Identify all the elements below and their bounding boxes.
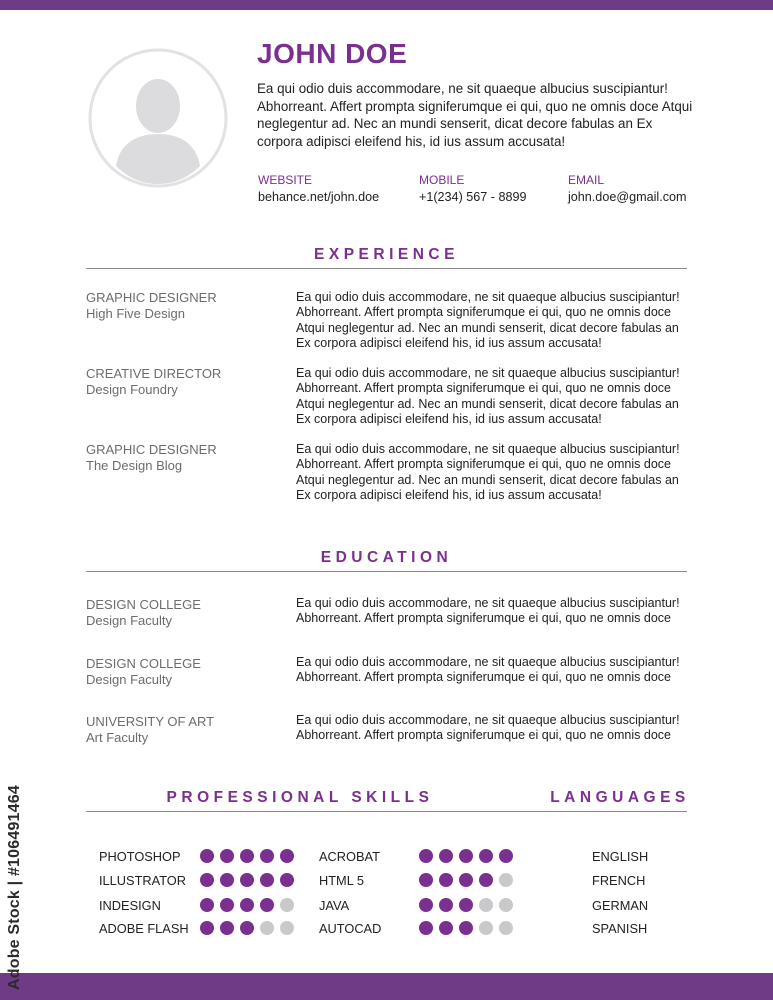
contact-label: WEBSITE bbox=[258, 173, 313, 187]
experience-description: Ea qui odio duis accommodare, ne sit quaeque albucius suscipiantur! Abhorreant. Affert prompta signiferumque ei qui, quo ne omnis doce Atqui neglegentur ad. Nec an mundi senserit, dicat decore fabulas an Ex corpora adipisci eleifend his, id ius assum accusata! bbox=[296, 366, 680, 426]
rating-dot-filled bbox=[200, 873, 214, 887]
rating-dot-filled bbox=[439, 873, 453, 887]
languages-heading: LANGUAGES bbox=[550, 789, 690, 806]
rating-dot-filled bbox=[200, 898, 214, 912]
person-name: JOHN DOE bbox=[257, 38, 408, 69]
rating-dot-empty bbox=[260, 921, 274, 935]
rating-dot-filled bbox=[459, 921, 473, 935]
rating-dot-filled bbox=[280, 873, 294, 887]
rating-dot-filled bbox=[220, 921, 234, 935]
website-link[interactable]: behance.net/john.doe bbox=[258, 190, 380, 204]
education-entry bbox=[86, 597, 201, 629]
skills-heading: PROFESSIONAL SKILLS bbox=[166, 789, 434, 806]
rating-dot-filled bbox=[479, 873, 493, 887]
bio-text: Ea qui odio duis accommodare, ne sit quaeque albucius suscipiantur! Abhorreant. Affert prompta signiferumque ei qui, quo ne omnis doce Atqui neglegentur ad. Nec an mundi senserit, dicat decore fabulas an Ex corpora adipisci eleifend his, id ius assum accusata! bbox=[257, 81, 693, 149]
divider bbox=[86, 571, 687, 572]
rating-dot-filled bbox=[439, 921, 453, 935]
top-accent-bar bbox=[0, 0, 773, 10]
rating-dot-filled bbox=[240, 921, 254, 935]
divider bbox=[86, 268, 687, 269]
skill-name: ADOBE FLASH bbox=[99, 921, 189, 936]
company-name: The Design Blog bbox=[86, 458, 183, 473]
bottom-accent-bar bbox=[0, 973, 773, 1000]
role-title: CREATIVE DIRECTOR bbox=[86, 366, 222, 381]
skill-name: INDESIGN bbox=[99, 898, 161, 913]
rating-dot-filled bbox=[439, 898, 453, 912]
rating-dot-filled bbox=[419, 921, 433, 935]
avatar-placeholder-icon bbox=[88, 48, 228, 188]
experience-description: Ea qui odio duis accommodare, ne sit quaeque albucius suscipiantur! Abhorreant. Affert prompta signiferumque ei qui, quo ne omnis doce Atqui neglegentur ad. Nec an mundi senserit, dicat decore fabulas an Ex corpora adipisci eleifend his, id ius assum accusata! bbox=[296, 442, 680, 502]
rating-dot-filled bbox=[439, 849, 453, 863]
education-heading: EDUCATION bbox=[320, 549, 453, 566]
rating-dot-filled bbox=[419, 898, 433, 912]
skill-name: AUTOCAD bbox=[319, 921, 382, 936]
skill-name: ACROBAT bbox=[319, 849, 380, 864]
rating-dot-empty bbox=[280, 898, 294, 912]
experience-heading: EXPERIENCE bbox=[314, 246, 459, 263]
rating-dot-filled bbox=[459, 898, 473, 912]
rating-dot-filled bbox=[419, 849, 433, 863]
contact-label: EMAIL bbox=[568, 173, 605, 187]
mobile-value: +1(234) 567 - 8899 bbox=[419, 190, 527, 204]
education-entry bbox=[86, 714, 214, 746]
education-description: Ea qui odio duis accommodare, ne sit quaeque albucius suscipiantur! Abhorreant. Affert prompta signiferumque ei qui, quo ne omnis doce bbox=[296, 655, 680, 685]
education-description: Ea qui odio duis accommodare, ne sit quaeque albucius suscipiantur! Abhorreant. Affert prompta signiferumque ei qui, quo ne omnis doce bbox=[296, 596, 680, 626]
contact-label: MOBILE bbox=[419, 173, 465, 187]
experience-role bbox=[86, 366, 221, 398]
school-name: DESIGN COLLEGE bbox=[86, 656, 201, 671]
rating-dot-filled bbox=[419, 873, 433, 887]
rating-dot-filled bbox=[220, 873, 234, 887]
faculty-name: Design Faculty bbox=[86, 613, 172, 628]
skill-rating bbox=[419, 898, 513, 912]
faculty-name: Design Faculty bbox=[86, 672, 172, 687]
school-name: DESIGN COLLEGE bbox=[86, 597, 201, 612]
experience-role bbox=[86, 442, 217, 474]
rating-dot-filled bbox=[260, 898, 274, 912]
rating-dot-filled bbox=[260, 849, 274, 863]
school-name: UNIVERSITY OF ART bbox=[86, 714, 215, 729]
skill-rating bbox=[419, 873, 513, 887]
role-title: GRAPHIC DESIGNER bbox=[86, 290, 217, 305]
faculty-name: Art Faculty bbox=[86, 730, 149, 745]
rating-dot-filled bbox=[220, 898, 234, 912]
skill-name: JAVA bbox=[319, 898, 350, 913]
experience-role bbox=[86, 290, 217, 322]
role-title: GRAPHIC DESIGNER bbox=[86, 442, 217, 457]
email-link[interactable]: john.doe@gmail.com bbox=[568, 190, 687, 204]
skill-rating bbox=[200, 898, 294, 912]
language-name: GERMAN bbox=[592, 898, 649, 913]
rating-dot-filled bbox=[240, 898, 254, 912]
contact-website bbox=[258, 172, 379, 204]
rating-dot-filled bbox=[240, 849, 254, 863]
skill-name: PHOTOSHOP bbox=[99, 849, 181, 864]
company-name: High Five Design bbox=[86, 306, 185, 321]
education-description: Ea qui odio duis accommodare, ne sit quaeque albucius suscipiantur! Abhorreant. Affert prompta signiferumque ei qui, quo ne omnis doce bbox=[296, 713, 680, 743]
rating-dot-filled bbox=[280, 849, 294, 863]
language-name: SPANISH bbox=[592, 921, 648, 936]
company-name: Design Foundry bbox=[86, 382, 178, 397]
rating-dot-filled bbox=[499, 849, 513, 863]
skill-rating bbox=[200, 921, 294, 935]
contact-mobile bbox=[419, 172, 526, 204]
education-entry bbox=[86, 656, 201, 688]
skill-name: HTML 5 bbox=[319, 873, 365, 888]
skill-name: ILLUSTRATOR bbox=[99, 873, 186, 888]
skill-rating bbox=[200, 873, 294, 887]
rating-dot-empty bbox=[479, 921, 493, 935]
contact-email bbox=[568, 172, 687, 204]
divider bbox=[86, 811, 687, 812]
rating-dot-empty bbox=[499, 898, 513, 912]
rating-dot-filled bbox=[240, 873, 254, 887]
rating-dot-filled bbox=[200, 849, 214, 863]
skill-rating bbox=[200, 849, 294, 863]
rating-dot-filled bbox=[459, 873, 473, 887]
rating-dot-filled bbox=[200, 921, 214, 935]
rating-dot-filled bbox=[220, 849, 234, 863]
language-name: FRENCH bbox=[592, 873, 646, 888]
rating-dot-empty bbox=[280, 921, 294, 935]
rating-dot-filled bbox=[479, 849, 493, 863]
rating-dot-filled bbox=[459, 849, 473, 863]
experience-description: Ea qui odio duis accommodare, ne sit quaeque albucius suscipiantur! Abhorreant. Affert prompta signiferumque ei qui, quo ne omnis doce Atqui neglegentur ad. Nec an mundi senserit, dicat decore fabulas an Ex corpora adipisci eleifend his, id ius assum accusata! bbox=[296, 290, 680, 350]
rating-dot-empty bbox=[499, 873, 513, 887]
stock-watermark: Adobe Stock | #106491464 bbox=[6, 785, 23, 990]
skill-rating bbox=[419, 849, 513, 863]
language-name: ENGLISH bbox=[592, 849, 649, 864]
skill-rating bbox=[419, 921, 513, 935]
rating-dot-empty bbox=[479, 898, 493, 912]
rating-dot-empty bbox=[499, 921, 513, 935]
rating-dot-filled bbox=[260, 873, 274, 887]
